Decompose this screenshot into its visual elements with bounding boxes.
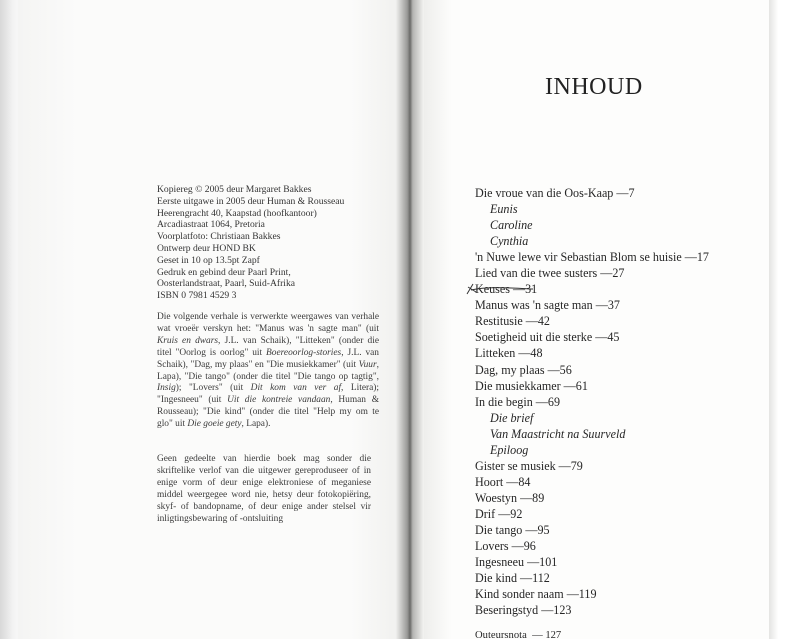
credits-text: , Litera); "Ingesneeu" (uit	[157, 383, 379, 406]
toc-entry-title: Die musiekkamer	[475, 378, 561, 393]
toc-dash: —	[518, 346, 531, 361]
toc-subentry	[475, 201, 775, 217]
toc-entry-page: 92	[510, 506, 523, 521]
toc-entry-title: Epiloog	[490, 442, 529, 457]
toc-dash: —	[566, 587, 579, 602]
toc-entry	[475, 570, 775, 586]
toc-dash: —	[595, 330, 608, 345]
toc-dash: —	[558, 458, 571, 473]
book-gutter	[396, 0, 424, 639]
toc-entry-page: 123	[553, 603, 572, 618]
toc-entry-page: 96	[523, 539, 536, 554]
toc-entry	[475, 458, 775, 474]
toc-entry-page: 48	[530, 346, 543, 361]
toc-dash: —	[541, 603, 554, 618]
toc-entry-title: Restitusie	[475, 314, 523, 329]
toc-subentry	[475, 217, 775, 233]
toc-dash: —	[520, 571, 533, 586]
toc-subentry	[475, 426, 775, 442]
credits-source-title: Boereoorlog-stories	[266, 347, 342, 358]
toc-entry-title: Dag, my plaas	[475, 362, 545, 377]
toc-entry-title: Ingesneeu	[475, 555, 525, 570]
toc-entry	[475, 506, 775, 522]
toc-dash: —	[595, 298, 608, 313]
credits-source-title: Insig	[157, 383, 176, 394]
credits-text: , Lapa).	[241, 419, 271, 430]
toc-entry	[475, 265, 775, 281]
toc-dash: —	[498, 506, 511, 521]
toc-entry-title: Van Maastricht na Suurveld	[490, 426, 626, 441]
toc-entry-page: 7	[628, 186, 635, 200]
credits-source-title: Kruis en dwars	[157, 335, 219, 346]
toc-entry	[475, 345, 775, 361]
toc-entry-page: 79	[570, 458, 583, 473]
toc-dash: —	[506, 474, 519, 489]
toc-subentry	[475, 233, 775, 249]
handwritten-strike-mark	[465, 282, 538, 297]
toc-entry-title: Cynthia	[490, 234, 529, 249]
credits-text: , J.L. van Schaik), "Litteken" (onder die titel "Oorlog is oorlog" uit	[157, 335, 379, 358]
credits-text: Die volgende verhale is verwerkte weergawes van verhale wat vroeër verskyn het: "Manus was 'n sagte man" (uit	[157, 312, 379, 334]
toc-dash: —	[535, 394, 548, 409]
imprint-line: Kopiereg © 2005 deur Margaret Bakkes	[157, 184, 312, 195]
toc-dash: —	[547, 362, 560, 377]
toc-entry-page: 95	[537, 522, 550, 537]
toc-dash: —	[563, 378, 576, 393]
toc-entry-title: Lied van die twee susters	[475, 266, 598, 281]
toc-dash: —	[684, 250, 697, 265]
toc-entry	[475, 378, 775, 394]
toc-entry-title: Kind sonder naam	[475, 587, 564, 602]
imprint-line: Ontwerp deur HOND BK	[157, 242, 256, 254]
toc-dash: —	[532, 630, 543, 642]
toc-dash: —	[511, 539, 524, 554]
toc-entry-title: Caroline	[490, 218, 533, 233]
credits-text: , J.L. van Schaik), "Dag, my plaas" en "Die musiekkamer" (uit	[157, 347, 379, 370]
imprint-line: Voorplatfoto: Christiaan Bakkes	[157, 231, 281, 243]
credits-source-title: Vuur	[358, 359, 377, 370]
toc-entry-title: Drif	[475, 506, 496, 521]
toc-entry	[475, 586, 775, 602]
imprint-line: Arcadiastraat 1064, Pretoria	[157, 219, 265, 231]
toc-entry	[475, 281, 775, 297]
toc-subentry	[475, 410, 775, 426]
toc-entry-title: Die tango	[475, 522, 523, 537]
toc-entry-title: Litteken	[475, 346, 516, 361]
toc-entry-title: Hoort	[475, 474, 504, 489]
copyright-notice: Geen gedeelte van hierdie boek mag sonder die skriftelike verlof van die uitgewer gereproduseer of in enige vorm of deur enige elektroniese of meganiese middel weergegee word nie, hetsy deur fotokopiëring, skyf- of bandopname, of deur enige ander stelsel vir inligtingsbewaring of -ontsluiting	[157, 454, 371, 524]
toc-entry-page: 112	[532, 571, 550, 586]
toc-dash: —	[600, 266, 613, 281]
credits-text: , Lapa), "Die tango" (onder die titel "Die tango op tagtig",	[157, 359, 379, 382]
toc-entry-page: 42	[537, 314, 550, 329]
toc-entry-outeursnota	[475, 628, 775, 644]
toc-entry	[475, 474, 775, 490]
toc-entry-title: Eunis	[490, 202, 518, 217]
toc-entry	[475, 490, 775, 506]
toc-entry	[475, 249, 775, 265]
toc-dash: —	[525, 314, 538, 329]
toc-entry-title: Beseringstyd	[475, 603, 539, 618]
toc-entry	[475, 538, 775, 554]
toc-entry-page: 101	[539, 555, 558, 570]
toc-entry-title: In die begin	[475, 394, 533, 409]
table-of-contents	[475, 185, 775, 644]
toc-entry-page: 45	[607, 330, 620, 345]
toc-dash: —	[527, 555, 540, 570]
toc-entry	[475, 602, 775, 618]
imprint-block	[157, 184, 387, 302]
imprint-line: Gedruk en gebind deur Paarl Print,	[157, 266, 291, 278]
credits-text: , Human & Rousseau); "Die kind" (onder die titel "Help my om te glo" uit	[157, 395, 379, 430]
toc-dash: —	[525, 522, 538, 537]
toc-entry	[475, 185, 775, 201]
toc-entry-title: Die kind	[475, 571, 517, 586]
toc-entry	[475, 329, 775, 345]
toc-entry-page: 56	[559, 362, 572, 377]
imprint-line: Eerste uitgawe in 2005 deur Human & Rousseau	[157, 195, 345, 207]
toc-entry	[475, 313, 775, 329]
toc-dash: —	[512, 282, 526, 297]
imprint-line: ISBN 0 7981 4529 3	[157, 290, 237, 302]
toc-entry-page: 27	[612, 266, 625, 281]
toc-entry-page: 84	[518, 474, 531, 489]
toc-entry-page: 17	[696, 250, 709, 265]
toc-dash: —	[520, 490, 533, 505]
toc-entry	[475, 554, 775, 570]
credits-source-title: Dit kom van ver af	[250, 383, 342, 394]
toc-entry-page: 69	[547, 394, 560, 409]
toc-entry-page: 37	[607, 298, 620, 313]
toc-entry-page: 31	[525, 282, 538, 297]
toc-entry-title: Gister se musiek	[475, 458, 556, 473]
toc-entry-title: Lovers	[475, 539, 509, 554]
credits-paragraph	[157, 312, 379, 431]
imprint-line: Heerengracht 40, Kaapstad (hoofkantoor)	[157, 207, 317, 219]
toc-entry-page: 61	[575, 378, 588, 393]
toc-entry	[475, 394, 775, 410]
toc-entry-title: Manus was 'n sagte man	[475, 298, 593, 313]
toc-entry-title: Soetigheid uit die sterke	[475, 330, 593, 345]
toc-entry-title: Outeursnota	[475, 630, 527, 642]
toc-subentry	[475, 442, 775, 458]
toc-entry-title: Woestyn	[475, 490, 518, 505]
toc-entry-page: 89	[532, 490, 545, 505]
toc-entry	[475, 362, 775, 378]
toc-entry	[475, 522, 775, 538]
toc-entry	[475, 297, 775, 313]
toc-entry-title: Die brief	[490, 410, 534, 425]
imprint-line: Geset in 10 op 13.5pt Zapf	[157, 254, 260, 266]
toc-entry-title: Keuses	[475, 282, 510, 297]
toc-entry-title: Die vroue van die Oos-Kaap	[475, 186, 614, 200]
toc-title: INHOUD	[545, 74, 643, 100]
toc-entry-title: 'n Nuwe lewe vir Sebastian Blom se huisie	[475, 250, 682, 265]
credits-source-title: Die goeie gety	[187, 419, 242, 430]
credits-source-title: Uit die kontreie vandaan	[227, 395, 331, 406]
imprint-line: Oosterlandstraat, Paarl, Suid-Afrika	[157, 278, 296, 290]
credits-text: ); "Lovers" (uit	[175, 383, 251, 394]
toc-dash: —	[616, 186, 629, 200]
toc-entry-page: 127	[545, 630, 562, 642]
toc-entry-page: 119	[578, 587, 597, 602]
